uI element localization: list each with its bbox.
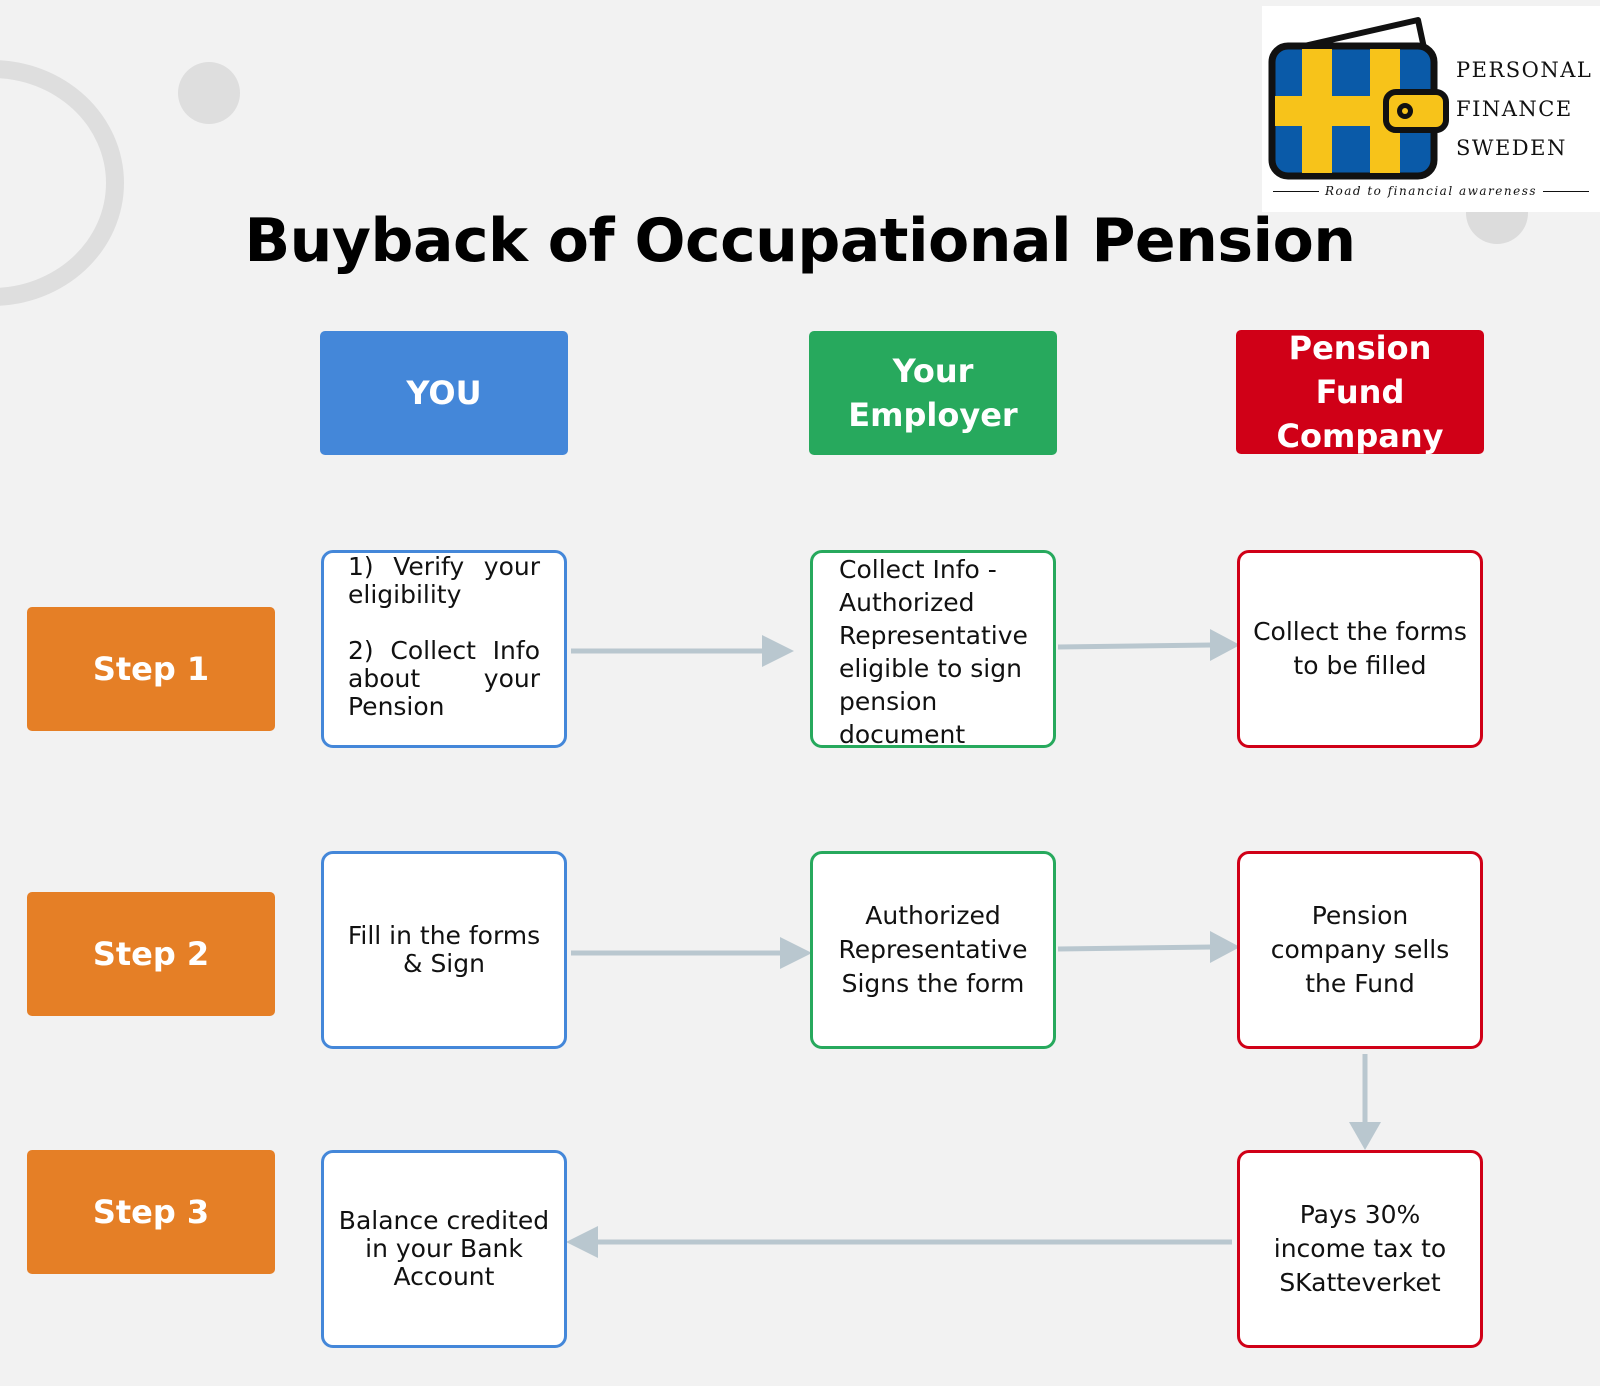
fund-step2-box: [1237, 851, 1483, 1049]
you-step3-box: [321, 1150, 567, 1348]
you-step1-text: [348, 553, 540, 721]
arrow-employer-to-fund-step1: [1058, 645, 1212, 647]
you-step2-text: Fill in the forms & Sign: [347, 921, 541, 978]
you-step2-box: [321, 851, 567, 1049]
employer-step2-box: [810, 851, 1056, 1049]
logo-text-sweden: SWEDEN: [1456, 136, 1567, 160]
step-2-label: Step 2: [27, 892, 275, 1016]
employer-step1-text: Collect Info - Authorized Representative eligible to sign pension document: [839, 555, 1028, 749]
fund-step1-box: [1237, 550, 1483, 748]
logo-text-finance: FINANCE: [1456, 97, 1573, 121]
arrow-head: [762, 635, 794, 667]
column-header-pension-fund: Pension Fund Company: [1236, 330, 1484, 454]
you-step3-text: Balance credited in your Bank Account: [338, 1206, 550, 1291]
fund-step3-text: Pays 30% income tax to SKatteverket: [1273, 1200, 1447, 1297]
arrow-head: [1349, 1122, 1381, 1150]
page-title: Buyback of Occupational Pension: [244, 206, 1356, 276]
arrow-head: [780, 937, 812, 969]
arrow-employer-to-fund-step2: [1058, 947, 1212, 949]
arrow-head: [1210, 931, 1240, 963]
fund-step1-text: Collect the forms to be filled: [1253, 617, 1467, 680]
employer-step2-text: Authorized Representative Signs the form: [838, 901, 1028, 998]
you-step1-box: [321, 550, 567, 748]
fund-step3-box: [1237, 1150, 1483, 1348]
column-header-you: YOU: [320, 331, 568, 455]
step-1-label: Step 1: [27, 607, 275, 731]
arrow-head: [1210, 629, 1240, 661]
employer-step1-box: [810, 550, 1056, 748]
logo-tagline-text: Road to financial awareness: [1324, 184, 1538, 198]
fund-step2-text: Pension company sells the Fund: [1270, 901, 1450, 998]
step-3-label: Step 3: [27, 1150, 275, 1274]
you-step1-item-2: 2) Collect Info about your Pension: [348, 636, 540, 721]
you-step1-item-1: 1) Verify your eligibility: [348, 552, 540, 609]
logo-text-personal: PERSONAL: [1456, 58, 1593, 82]
column-header-employer: Your Employer: [809, 331, 1057, 455]
arrow-head: [566, 1226, 598, 1258]
